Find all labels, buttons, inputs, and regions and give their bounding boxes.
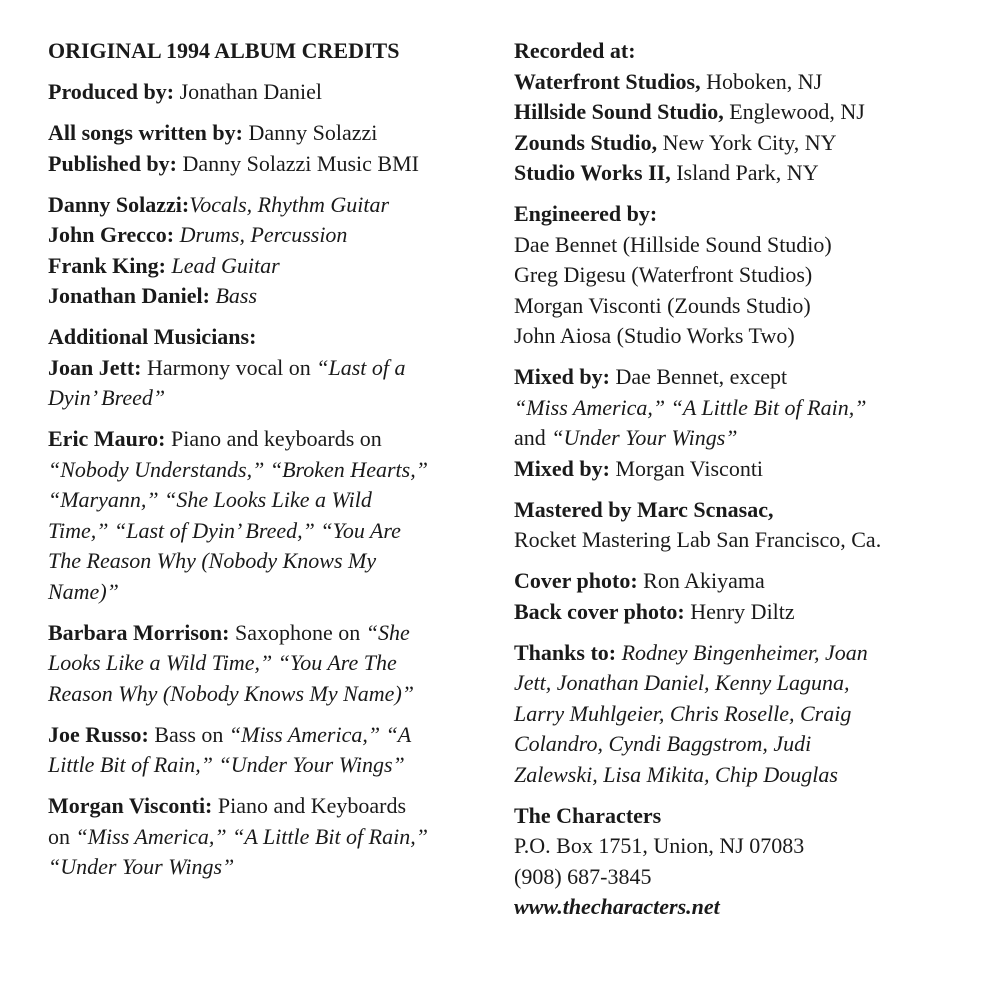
band-member [48,251,488,282]
musician-role: on [48,823,76,849]
recorded-at-heading: Recorded at: [514,38,636,63]
song-titles: Name)” [48,578,119,604]
right-column [514,36,964,933]
song-titles: Time,” “Last of Dyin’ Breed,” “You Are [48,517,401,543]
thanks-names: Zalewski, Lisa Mikita, Chip Douglas [514,761,838,787]
musician-role: Piano and Keyboards [212,793,407,818]
musician-name: Eric Mauro: [48,426,166,451]
back-cover-photo-value: Henry Diltz [684,598,795,624]
recording-studios [514,36,964,189]
producer-credit [48,77,488,108]
musician-name: Morgan Visconti: [48,793,213,818]
member-name: John Grecco: [48,222,175,247]
studio-name: Studio Works II, [514,160,671,185]
musician-barbara-morrison [48,618,488,710]
thanks-names: Larry Muhlgeier, Chris Roselle, Craig [514,700,852,726]
thanks-names: Jett, Jonathan Daniel, Kenny Laguna, [514,670,850,695]
mailing-address: P.O. Box 1751, Union, NJ 07083 [514,833,805,858]
left-column [48,36,488,893]
studio-entry [514,158,964,189]
member-role: Lead Guitar [165,252,280,278]
studio-entry [514,97,964,128]
back-cover-photo-label: Back cover photo: [514,598,685,624]
writer-label: All songs written by: [48,120,243,145]
thanks-names: Rodney Bingenheimer, Joan [616,639,868,665]
musician-name: Joan Jett: [48,354,142,380]
band-member [48,190,488,221]
engineers [514,199,964,352]
song-titles: “She [365,619,410,645]
phone-number: (908) 687-3845 [514,863,652,889]
album-credits-heading: ORIGINAL 1994 ALBUM CREDITS [48,38,400,63]
mixed-by-label: Mixed by: [514,364,610,389]
song-titles: “Under Your Wings” [551,425,738,450]
engineer-entry: Dae Bennet (Hillside Sound Studio) [514,231,832,257]
writing-publishing-credits [48,118,488,179]
song-titles: “Nobody Understands,” “Broken Hearts,” [48,456,428,482]
cover-photo-value: Ron Akiyama [637,568,765,593]
band-member [48,220,488,251]
cover-photo-label: Cover photo: [514,568,638,593]
musician-morgan-visconti [48,791,488,883]
mixing-credits [514,362,964,484]
studio-location: Hoboken, NJ [700,68,823,94]
song-titles: “Under Your Wings” [48,854,235,879]
studio-location: New York City, NY [657,129,837,155]
member-role: Bass [209,283,258,308]
musician-joe-russo [48,720,488,781]
writer-value: Danny Solazzi [242,120,378,145]
song-titles: “Miss America,” “A [228,721,412,747]
album-credits-heading-block [48,36,488,67]
mixed-by-value: Morgan Visconti [609,455,764,481]
member-name: Frank King: [48,252,166,278]
studio-name: Waterfront Studios, [514,68,701,94]
song-titles: “Miss America,” “A Little Bit of Rain,” [75,823,428,849]
studio-location: Island Park, NY [670,160,819,185]
member-role: Vocals, Rhythm Guitar [189,191,390,217]
member-role: Drums, Percussion [174,222,348,247]
studio-entry [514,128,964,159]
engineer-entry: Morgan Visconti (Zounds Studio) [514,292,811,318]
studio-name: Zounds Studio, [514,129,658,155]
additional-musicians-joan-jett [48,322,488,414]
song-titles: Reason Why (Nobody Knows My Name)” [48,680,415,706]
musician-role: Saxophone on [229,619,366,645]
engineer-entry: John Aiosa (Studio Works Two) [514,323,795,348]
mastered-by-label: Mastered by Marc Scnasac, [514,496,774,522]
band-members [48,190,488,312]
publisher-label: Published by: [48,150,177,176]
member-name: Jonathan Daniel: [48,283,210,308]
musician-name: Joe Russo: [48,721,149,747]
member-name: Danny Solazzi: [48,191,190,217]
band-name: The Characters [514,802,662,828]
song-titles: “Maryann,” “She Looks Like a Wild [48,487,372,512]
musician-eric-mauro [48,424,488,607]
musician-role: Bass on [148,721,229,747]
studio-entry [514,67,964,98]
mixed-by-value: Dae Bennet, except [609,364,788,389]
publisher-value: Danny Solazzi Music BMI [177,150,419,176]
thanks-names: Colandro, Cyndi Baggstrom, Judi [514,731,812,756]
musician-name: Barbara Morrison: [48,619,230,645]
mixed-by-label: Mixed by: [514,455,610,481]
thanks-label: Thanks to: [514,639,617,665]
studio-location: Englewood, NJ [723,99,865,124]
song-titles: “Miss America,” “A Little Bit of Rain,” [514,394,867,420]
website-url: www.thecharacters.net [514,894,720,919]
band-member [48,281,488,312]
studio-name: Hillside Sound Studio, [514,99,724,124]
thanks-credits [514,638,964,791]
musician-role: Harmony vocal on [141,354,317,380]
contact-info [514,801,964,923]
song-titles: Little Bit of Rain,” “Under Your Wings” [48,752,405,777]
song-title: Dyin’ Breed” [48,385,166,410]
mastering-lab: Rocket Mastering Lab San Francisco, Ca. [514,527,882,552]
engineer-entry: Greg Digesu (Waterfront Studios) [514,262,813,287]
musician-role: Piano and keyboards on [165,426,382,451]
mix-conjunction: and [514,425,552,450]
photo-credits [514,566,964,627]
mastering-credit [514,495,964,556]
additional-musicians-heading: Additional Musicians: [48,324,257,349]
song-titles: The Reason Why (Nobody Knows My [48,548,377,573]
producer-value: Jonathan Daniel [174,79,322,104]
song-title: “Last of a [316,354,406,380]
engineered-by-heading: Engineered by: [514,201,658,226]
song-titles: Looks Like a Wild Time,” “You Are The [48,650,397,675]
producer-label: Produced by: [48,79,175,104]
